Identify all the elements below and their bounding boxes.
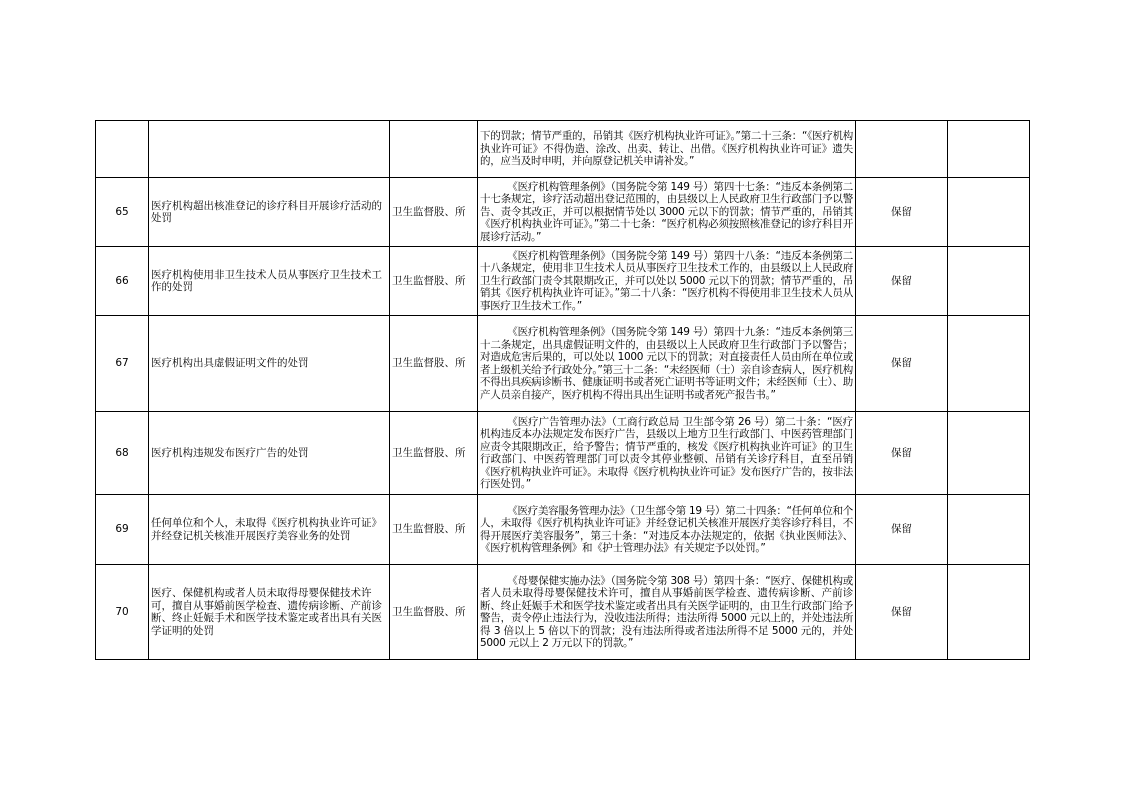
legal-basis (478, 565, 856, 660)
row-number: 70 (96, 565, 149, 660)
legal-basis (478, 121, 856, 178)
status-cell: 保留 (856, 316, 948, 412)
table-row (96, 316, 1030, 412)
legal-basis-text: 《医疗机构管理条例》（国务院令第 149 号）第四十八条：“违反本条例第二十八条规定，使用非卫生技术人员从事医疗卫生技术工作的，由县级以上人民政府卫生行政部门责令其限期改正，并可以处以 5000 元以下的罚款；情节严重的，吊销其《医疗机构执业许可证》。”第二十八条：“医疗机构不得使用非卫生技术人员从事医疗卫生技术工作。” (480, 249, 853, 312)
row-number: 65 (96, 178, 149, 247)
status-cell: 保留 (856, 565, 948, 660)
row-number (96, 121, 149, 178)
responsible-department: 卫生监督股、所 (390, 565, 478, 660)
legal-basis (478, 495, 856, 565)
penalty-item: 医疗机构出具虚假证明文件的处罚 (149, 316, 390, 412)
status-cell: 保留 (856, 412, 948, 495)
responsible-department: 卫生监督股、所 (390, 316, 478, 412)
remarks-cell (948, 412, 1030, 495)
regulation-table (95, 120, 1030, 660)
remarks-cell (948, 495, 1030, 565)
remarks-cell (948, 178, 1030, 247)
responsible-department: 卫生监督股、所 (390, 247, 478, 316)
status-cell: 保留 (856, 247, 948, 316)
remarks-cell (948, 121, 1030, 178)
table-row (96, 121, 1030, 178)
legal-basis-text: 《医疗机构管理条例》（国务院令第 149 号）第四十七条：“违反本条例第二十七条规定，诊疗活动超出登记范围的，由县级以上人民政府卫生行政部门予以警告、责令其改正，并可以根据情节处以 3000 元以下的罚款；情节严重的，吊销其《医疗机构执业许可证》。”第二十七条：“医疗机构必须按照核准登记的诊疗科目开展诊疗活动。” (480, 180, 853, 243)
penalty-item (149, 121, 390, 178)
legal-basis-text: 下的罚款；情节严重的，吊销其《医疗机构执业许可证》。”第二十三条：“《医疗机构执业许可证》不得伪造、涂改、出卖、转让、出借。《医疗机构执业许可证》遗失的，应当及时申明，并向原登记机关申请补发。” (480, 130, 853, 168)
penalty-item: 医疗机构超出核准登记的诊疗科目开展诊疗活动的处罚 (149, 178, 390, 247)
remarks-cell (948, 565, 1030, 660)
legal-basis (478, 178, 856, 247)
status-cell: 保留 (856, 495, 948, 565)
table-row (96, 565, 1030, 660)
legal-basis-text: 《医疗广告管理办法》（工商行政总局 卫生部令第 26 号）第二十条：“医疗机构违反本办法规定发布医疗广告，县级以上地方卫生行政部门、中医药管理部门应责令其限期改正，给予警告；情节严重的，核发《医疗机构执业许可证》的卫生行政部门、中医药管理部门可以责令其停业整顿、吊销有关诊疗科目，直至吊销《医疗机构执业许可证》。未取得《医疗机构执业许可证》发布医疗广告的，按非法行医处罚。” (480, 415, 853, 490)
legal-basis-text: 《母婴保健实施办法》（国务院令第 308 号）第四十条：“医疗、保健机构或者人员未取得母婴保健技术许可，擅自从事婚前医学检查、遗传病诊断、产前诊断、终止妊娠手术和医学技术鉴定或者出具有关医学证明的，由卫生行政部门给予警告，责令停止违法行为，没收违法所得；违法所得 5000 元以上的，并处违法所得 3 倍以上 5 倍以下的罚款；没有违法所得或者违法所得不足 5000 元的，并处 5000 元以上 2 万元以下的罚款。” (480, 574, 853, 649)
penalty-item: 任何单位和个人，未取得《医疗机构执业许可证》并经登记机关核准开展医疗美容业务的处罚 (149, 495, 390, 565)
row-number: 68 (96, 412, 149, 495)
responsible-department: 卫生监督股、所 (390, 178, 478, 247)
table-row (96, 412, 1030, 495)
remarks-cell (948, 316, 1030, 412)
table-row (96, 178, 1030, 247)
remarks-cell (948, 247, 1030, 316)
legal-basis (478, 412, 856, 495)
penalty-item: 医疗、保健机构或者人员未取得母婴保健技术许可，擅自从事婚前医学检查、遗传病诊断、产前诊断、终止妊娠手术和医学技术鉴定或者出具有关医学证明的处罚 (149, 565, 390, 660)
status-cell (856, 121, 948, 178)
legal-basis (478, 316, 856, 412)
row-number: 66 (96, 247, 149, 316)
table-row (96, 247, 1030, 316)
responsible-department: 卫生监督股、所 (390, 495, 478, 565)
table-row (96, 495, 1030, 565)
row-number: 69 (96, 495, 149, 565)
legal-basis-text: 《医疗美容服务管理办法》（卫生部令第 19 号）第二十四条：“任何单位和个人，未取得《医疗机构执业许可证》并经登记机关核准开展医疗美容诊疗科目，不得开展医疗美容服务”，第三十条：“对违反本办法规定的，依据《执业医师法》、《医疗机构管理条例》和《护士管理办法》有关规定予以处罚。” (480, 504, 853, 554)
penalty-item: 医疗机构使用非卫生技术人员从事医疗卫生技术工作的处罚 (149, 247, 390, 316)
row-number: 67 (96, 316, 149, 412)
penalty-item: 医疗机构违规发布医疗广告的处罚 (149, 412, 390, 495)
legal-basis-text: 《医疗机构管理条例》（国务院令第 149 号）第四十九条：“违反本条例第三十二条规定，出具虚假证明文件的，由县级以上人民政府卫生行政部门予以警告；对造成危害后果的，可以处以 1000 元以下的罚款；对直接责任人员由所在单位或者上级机关给予行政处分。”第三十二条：“未经医师（士）亲自诊查病人，医疗机构不得出具疾病诊断书、健康证明书或者死亡证明书等证明文件；未经医师（士）、助产人员亲自接产，医疗机构不得出具出生证明书或者死产报告书。” (480, 326, 853, 401)
status-cell: 保留 (856, 178, 948, 247)
responsible-department: 卫生监督股、所 (390, 412, 478, 495)
legal-basis (478, 247, 856, 316)
responsible-department (390, 121, 478, 178)
